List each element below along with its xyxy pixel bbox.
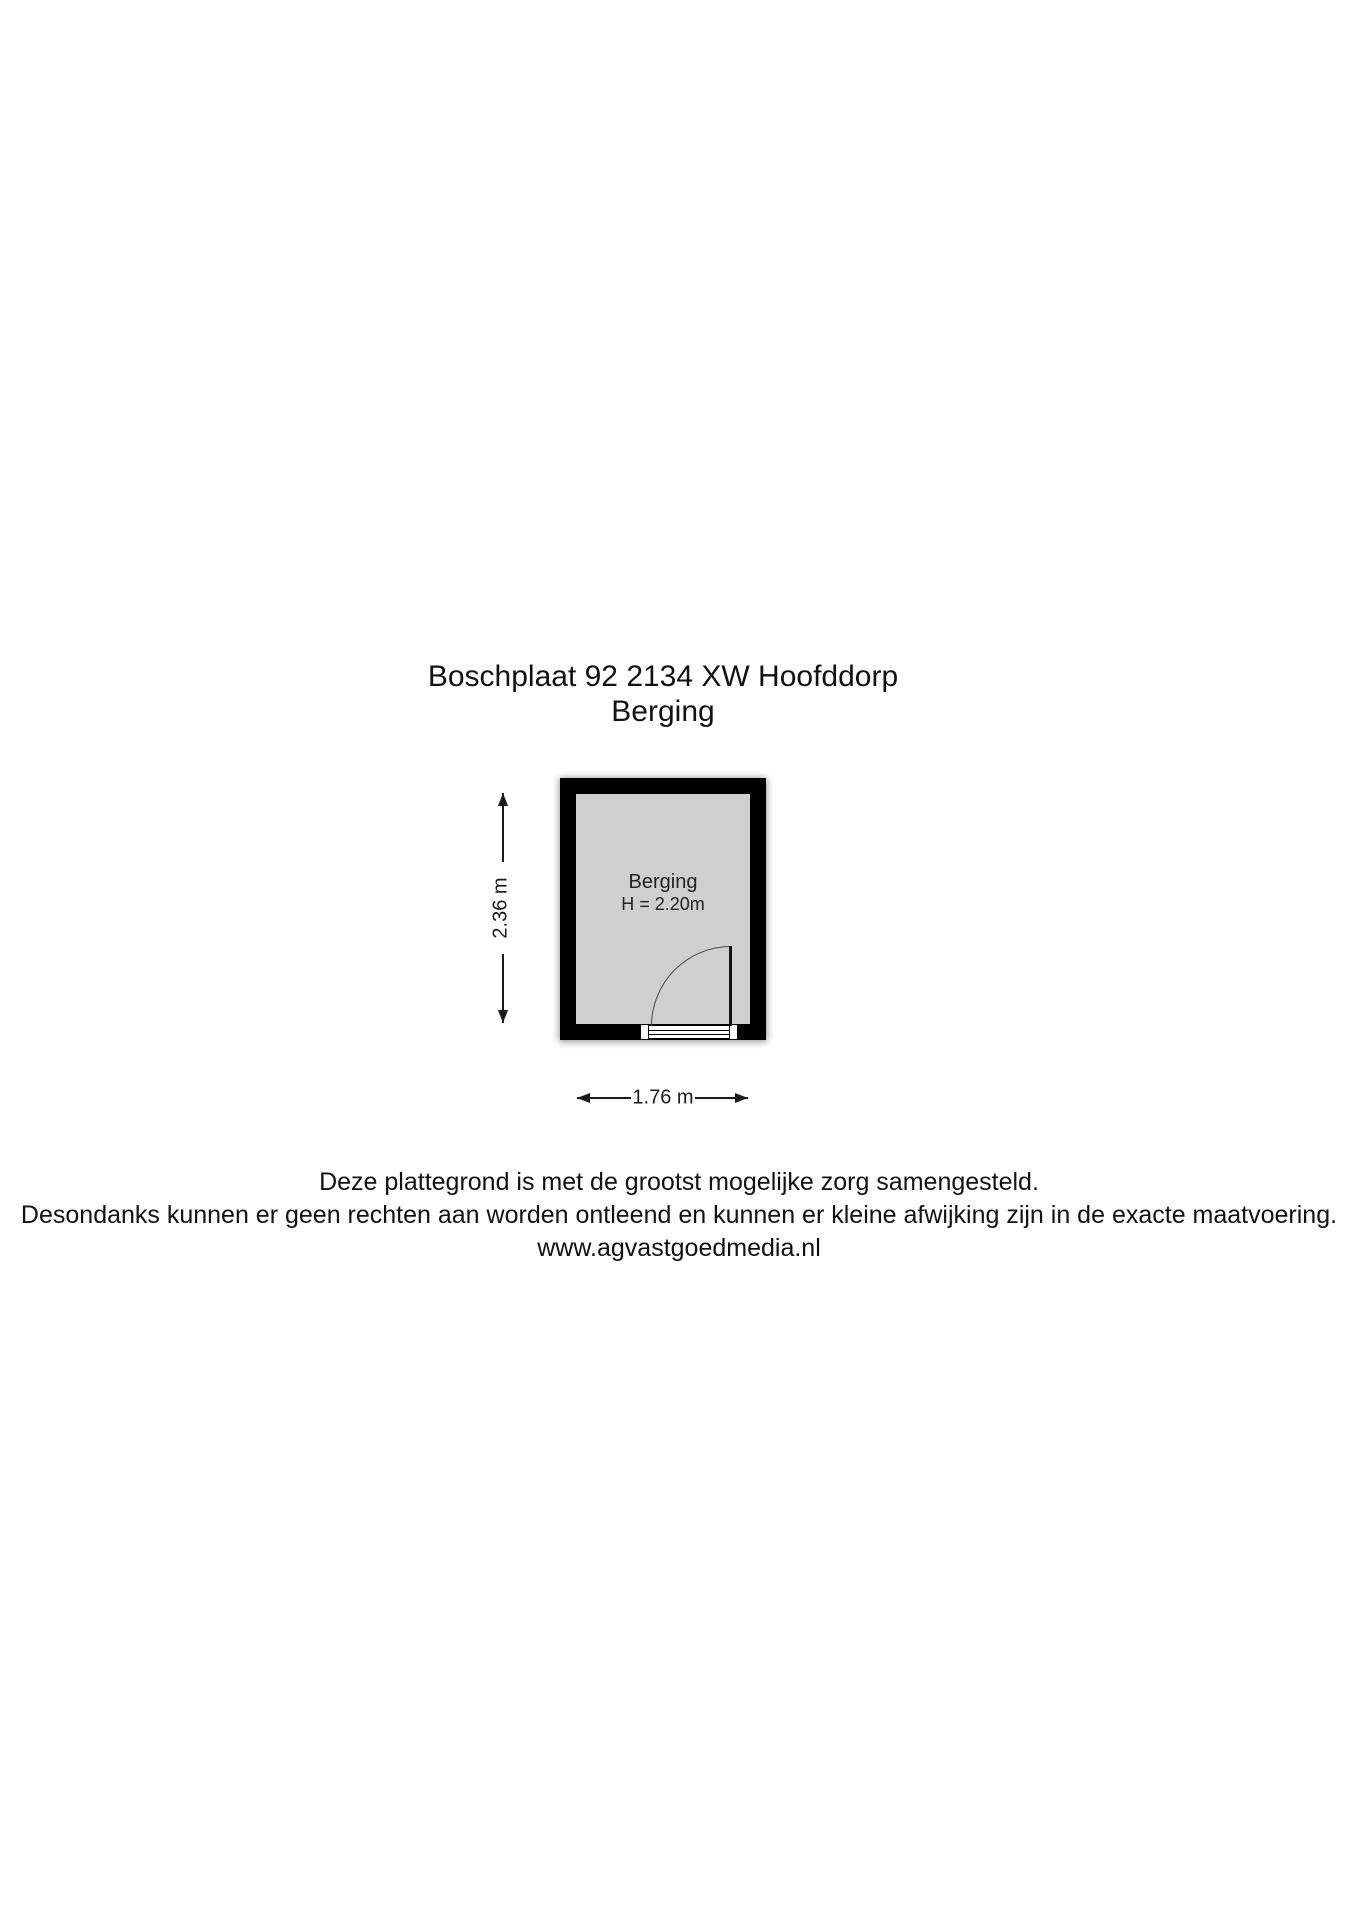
door-leaf [729,946,732,1026]
door-jamb-left [640,1024,649,1040]
room-label [576,871,750,915]
width-dim-line-left [577,1097,631,1099]
disclaimer-line-2: Desondanks kunnen er geen rechten aan worden ontleend en kunnen er kleine afwijking zijn in de exacte maatvoering. [20,1201,1338,1229]
title-address: Boschplaat 92 2134 XW Hoofddorp [427,660,899,693]
disclaimer-website: www.agvastgoedmedia.nl [537,1234,821,1262]
door-sill [640,1024,738,1040]
disclaimer-line-1: Deze plattegrond is met de grootst mogelijke zorg samengesteld. [319,1168,1039,1196]
height-dim-line-top [502,793,504,862]
room-ceiling-height-label: H = 2.20m [621,894,705,914]
height-dim-label: 2.36 m [489,877,512,939]
door-jamb-right [729,1024,738,1040]
disclaimer [0,1166,1358,1265]
title-room-subtitle: Berging [611,695,715,728]
room-name-label: Berging [628,871,698,893]
page-title [0,659,1326,729]
width-dim-label: 1.76 m [632,1086,694,1109]
height-dim-arrow-bottom-icon [498,1010,508,1023]
width-dim-arrow-right-icon [735,1093,748,1103]
